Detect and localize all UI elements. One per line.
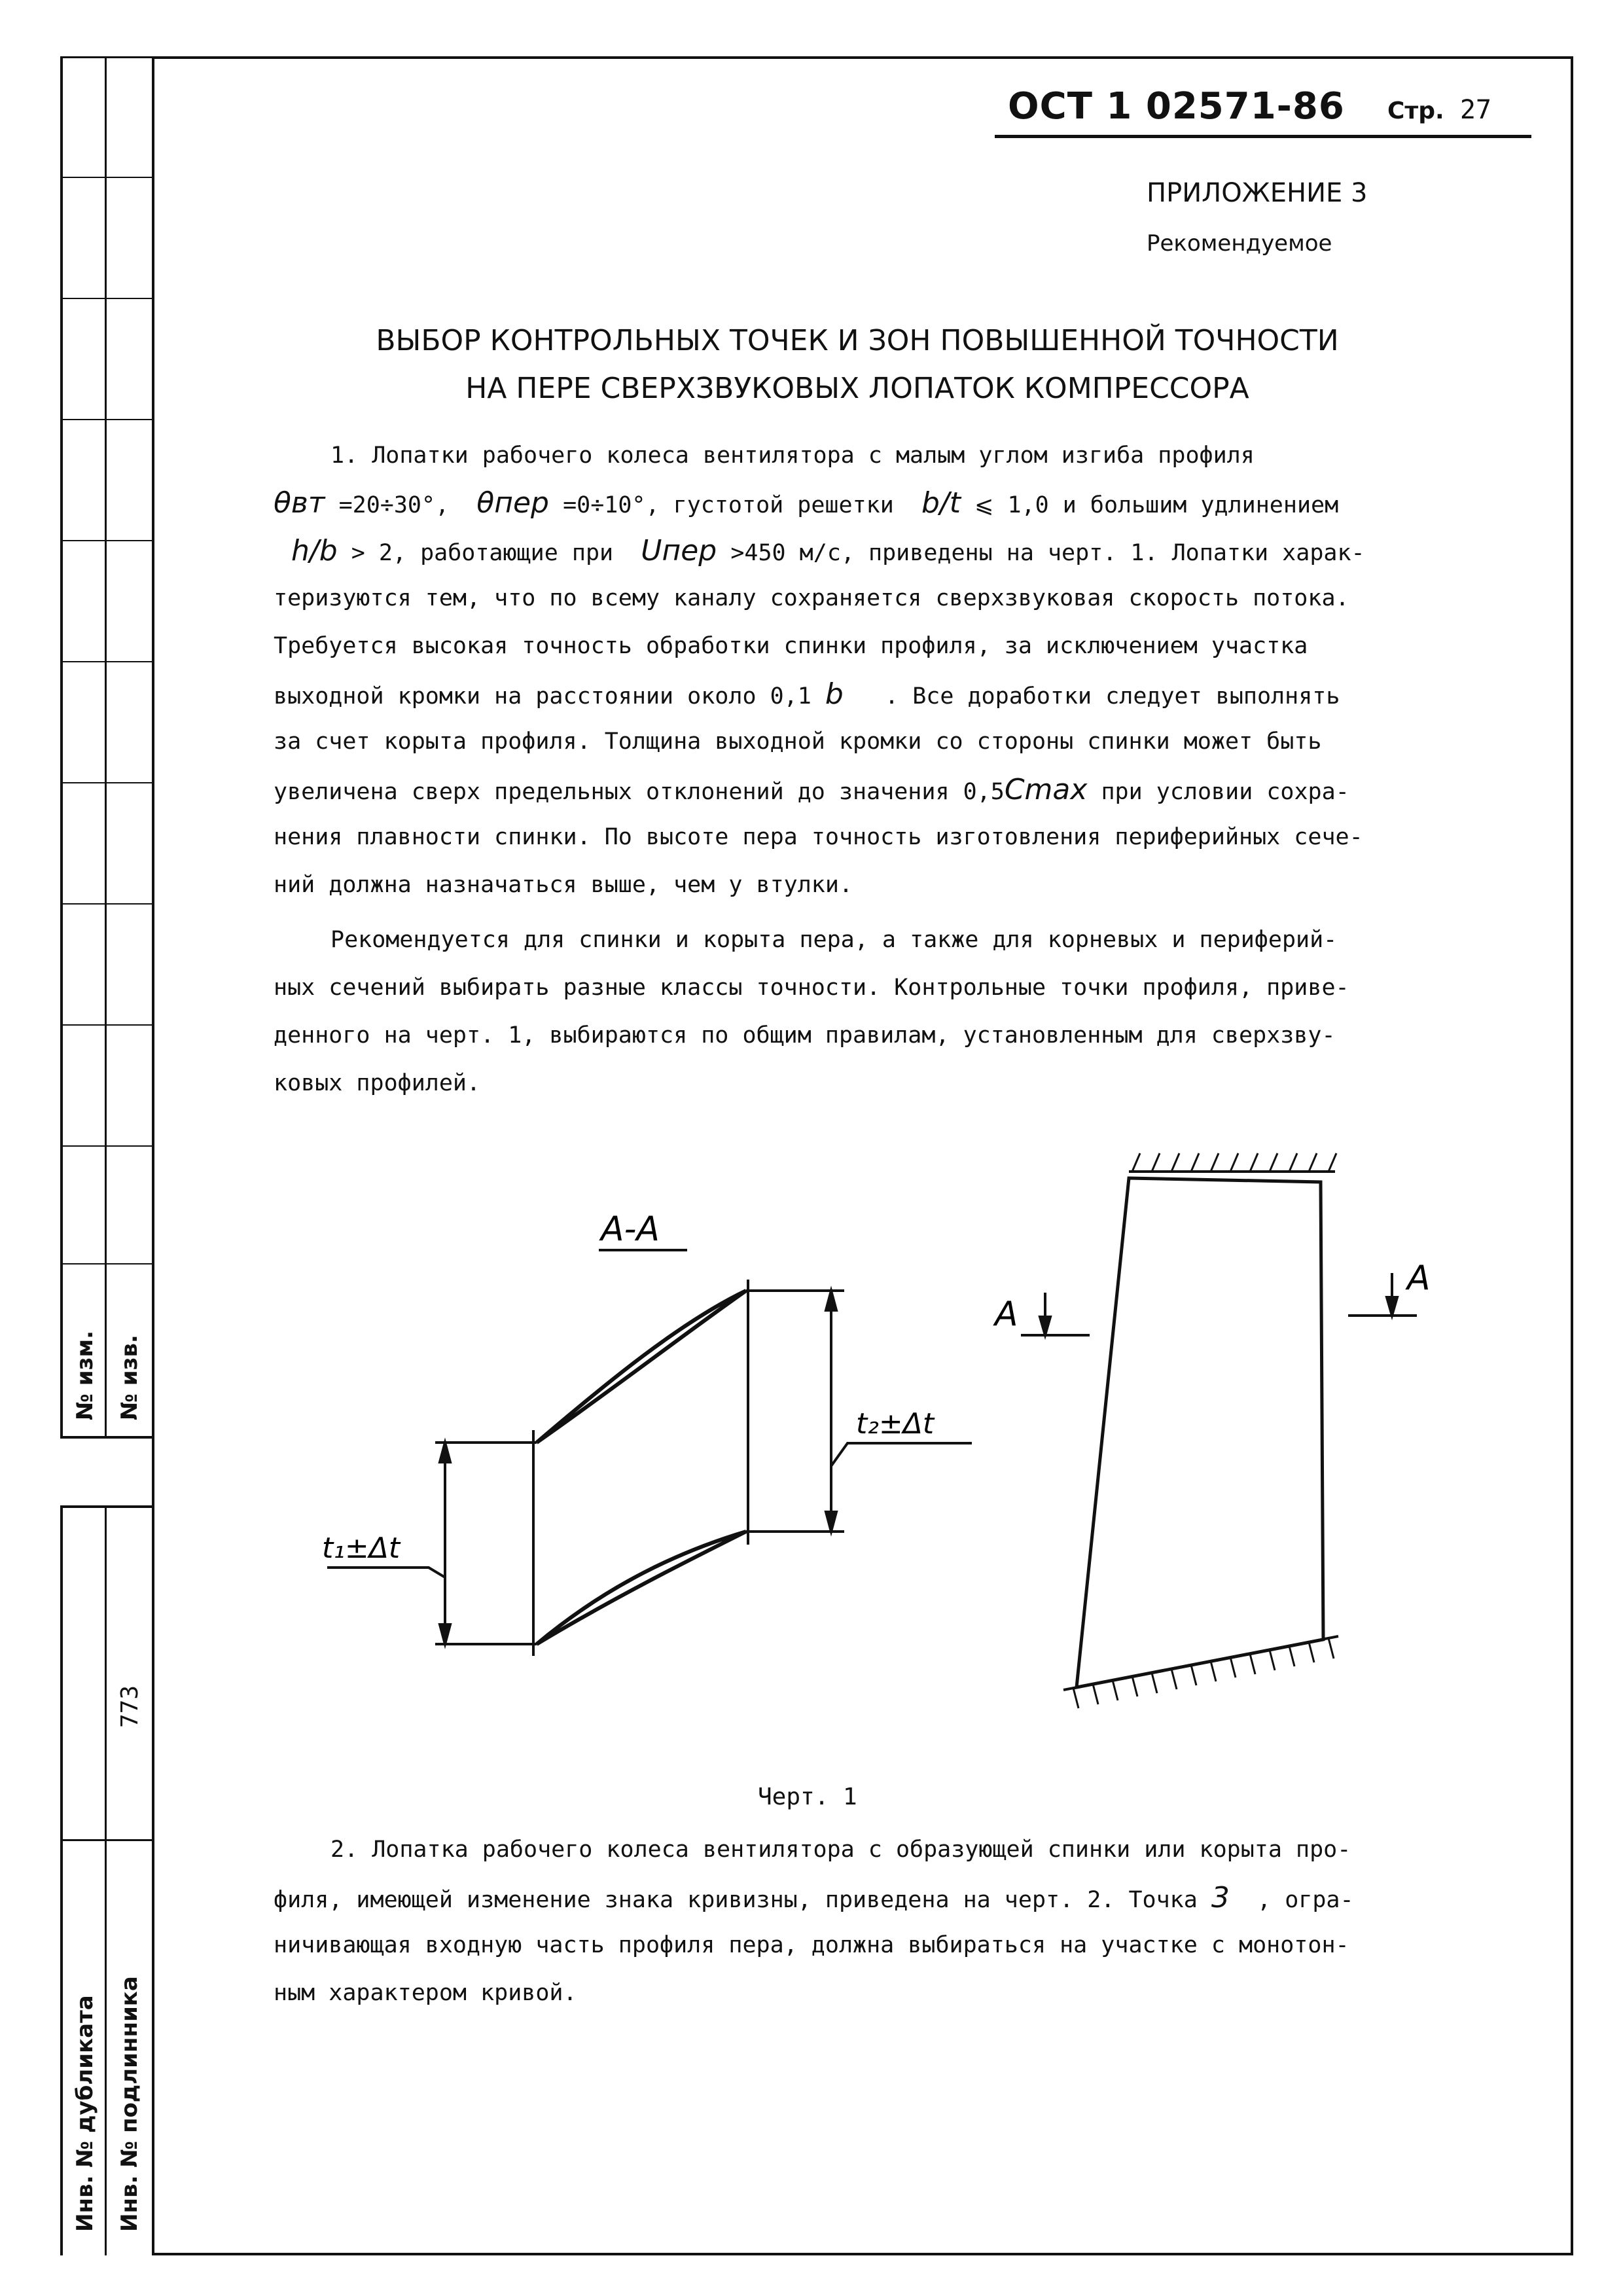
section-heading-line2: НА ПЕРЕ СВЕРХЗВУКОВЫХ ЛОПАТОК КОМПРЕССОРА: [465, 372, 1249, 405]
t2-arrow-top: [826, 1291, 836, 1310]
para1-line2: [274, 479, 1497, 529]
para1-line2-text-a: =20÷30°,: [338, 492, 450, 518]
appendix-title: ПРИЛОЖЕНИЕ 3: [1147, 178, 1368, 208]
right-section-arrowhead: [1387, 1297, 1397, 1316]
para1-line7: за счет корыта профиля. Толщина выходной кромки со стороны спинки может быть: [274, 728, 1322, 755]
izm-label: № изм.: [72, 1330, 98, 1420]
upper-blade-profile: [537, 1291, 746, 1443]
para1-line9: нения плавности спинки. По высоте пера точность изготовления периферийных сече-: [274, 824, 1363, 850]
bottom-support-hatch: [1073, 1638, 1334, 1708]
t1-arrow-top: [440, 1443, 450, 1462]
t2-label: t₂±Δt: [856, 1407, 935, 1441]
para1-line3-text-a: > 2, работающие при: [351, 540, 614, 566]
para1-line6-text-a: выходной кромки на расстоянии около 0,1: [274, 683, 812, 709]
para1-line3-text-b: >450 м/с, приведены на черт. 1. Лопатки харак-: [730, 540, 1365, 566]
section-label: A-A: [601, 1210, 660, 1249]
blade-side-outline: [1077, 1178, 1323, 1687]
para3-line1: 2. Лопатка рабочего колеса вентилятора с образующей спинки или корыта про-: [330, 1837, 1351, 1863]
symbol-b: b: [825, 677, 844, 711]
document-code: ОСТ 1 02571-86: [1008, 85, 1345, 128]
para3-line3: ничивающая входную часть профиля пера, должна выбираться на участке с монотон-: [274, 1932, 1349, 1958]
para1-line10: ний должна назначаться выше, чем у втулки.: [274, 872, 853, 898]
para1-line6: [274, 670, 1497, 721]
page-number: 27: [1459, 95, 1491, 125]
figure-1-drawing: [0, 1113, 1623, 1806]
header-underline: [995, 135, 1531, 138]
symbol-b-over-t: b/t: [921, 486, 961, 520]
inv-podl-label: Инв. № подлинника: [116, 1976, 143, 2232]
para1-line2-text-b: =0÷10°, густотой решетки: [563, 492, 894, 518]
para1-line2-text-c: ⩽ 1,0 и большим удлинением: [974, 492, 1339, 518]
para1-line4: теризуются тем, что по всему каналу сохраняется сверхзвуковая скорость потока.: [274, 585, 1349, 611]
para3-line2: [274, 1874, 1497, 1924]
top-support-hatch: [1132, 1153, 1336, 1172]
appendix-subtitle: Рекомендуемое: [1147, 230, 1332, 257]
t2-leader-line: [831, 1443, 972, 1466]
bottom-support-line: [1063, 1636, 1338, 1690]
para2-line1: Рекомендуется для спинки и корыта пера, а также для корневых и периферий-: [330, 927, 1338, 953]
symbol-theta-per: θпер: [476, 486, 549, 520]
inventory-number: 773: [116, 1685, 143, 1728]
para1-line8-text-b: при условии сохра-: [1101, 779, 1349, 805]
para3-line4: ным характером кривой.: [274, 1980, 577, 2006]
symbol-h-over-b: h/b: [291, 534, 338, 567]
para1-line1: 1. Лопатки рабочего колеса вентилятора с малым углом изгиба профиля: [330, 442, 1255, 469]
symbol-point-3: 3: [1211, 1881, 1230, 1914]
para2-line2: ных сечений выбирать разные классы точности. Контрольные точки профиля, приве-: [274, 975, 1349, 1001]
t1-label: t₁±Δt: [322, 1532, 401, 1565]
para1-line5: Требуется высокая точность обработки спинки профиля, за исключением участка: [274, 633, 1308, 659]
para1-line8: [274, 766, 1497, 816]
symbol-u-per: Uпер: [641, 534, 717, 567]
left-section-arrowhead: [1040, 1317, 1050, 1335]
para2-line3: денного на черт. 1, выбираются по общим правилам, установленным для сверхзву-: [274, 1022, 1336, 1049]
para1-line3: [291, 527, 1497, 577]
t1-leader-line: [327, 1568, 445, 1577]
symbol-theta-vt: θвт: [274, 486, 325, 520]
figure-caption: Черт. 1: [758, 1784, 857, 1810]
lower-blade-profile: [537, 1532, 746, 1644]
izv-label: № изв.: [116, 1335, 143, 1420]
inv-dubl-label: Инв. № дубликата: [72, 1995, 98, 2232]
page-label: Стр.: [1387, 98, 1444, 124]
para1-line6-text-b: . Все доработки следует выполнять: [885, 683, 1340, 709]
para1-line8-text-a: увеличена сверх предельных отклонений до значения 0,5: [274, 779, 1005, 805]
t1-arrow-bottom: [440, 1624, 450, 1644]
section-arrow-label-left: A: [995, 1295, 1018, 1334]
section-heading-line1: ВЫБОР КОНТРОЛЬНЫХ ТОЧЕК И ЗОН ПОВЫШЕННОЙ ТОЧНОСТИ: [376, 324, 1339, 357]
symbol-c-max: Cmax: [1004, 773, 1088, 806]
para3-line2-text-a: филя, имеющей изменение знака кривизны, приведена на черт. 2. Точка: [274, 1887, 1198, 1913]
para2-line4: ковых профилей.: [274, 1070, 481, 1096]
para3-line2-text-b: , огра-: [1257, 1887, 1354, 1913]
t2-arrow-bottom: [826, 1512, 836, 1532]
section-arrow-label-right: A: [1407, 1259, 1431, 1298]
